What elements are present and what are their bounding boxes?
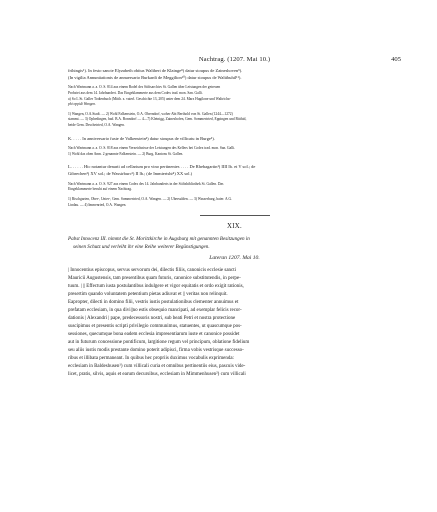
note-line: Eingeklammerte beruht auf einem Nachtrag. <box>68 187 132 192</box>
footnotes-top <box>68 112 401 129</box>
entry-line: K. . . . . In anniversario fuste de Valkenstein²) datur stoupus de villicatu in Burge³). <box>68 135 215 141</box>
text-line: Mauricii Augustensis, tam presentibus quam futuris, canonice substitutendis, in perpe- <box>68 276 241 282</box>
note-line: phi oppidi Wangen. <box>68 102 96 107</box>
note-line: Nach Wartmann a. a. O. S. 927 aus einem Codex des 14. Jahrhunderts in der Stiftsbibliothek St. Gallen. Das <box>68 181 224 186</box>
regest-line: seinen Schutz und verleiht ihr eine Reihe weiterer Begünstigungen. <box>73 243 210 250</box>
entry-line: Gibrechen²) XV sol.; de Wassirburc³) II lb.; (de Immiertshi⁴) XX sol.) <box>68 171 193 177</box>
note-line: a) So L St. Galler Todtenbuch (Mitth. z. vaterl. Geschichte 13, 205) unter dem 24. Marz Hugilone und Waltricha- <box>68 96 231 101</box>
text-line: prefatam ecclesiam, in qua divi||no estis obsequio mancipati, ad exemplar felicis recor- <box>68 308 242 314</box>
text-line: ribus et illibata permaneant. In quibus hec propriis duximus vocabulis exprimenda: <box>68 356 234 362</box>
running-title: Nachtrag. (1207. Mai 10.) <box>198 56 271 63</box>
text-line: seu aliis iustis modis prestante domino poterit adipisci, firma vobis vestrisque successo- <box>68 348 244 354</box>
text-line: Eapropter, dilecti in domino filii, vestris iustis postulationibus clementer annuimus et <box>68 300 239 306</box>
running-header <box>68 56 401 68</box>
document-text <box>68 267 401 379</box>
text-line: sessiones, quecumque bona eadem ecclesia impresentiarum iuste et canonice possidet <box>68 332 240 338</box>
entries-top <box>68 68 401 81</box>
note-line: Nach Wartmann a. a. O. S. 818 aus einem Verzeichnisse der Leistungen des Kellers bei Codex trad. mon. San. Galli. <box>68 146 236 151</box>
footnote-line: 1) Wangen, O.A.Stadt. — 2) Wohl Falkenstein, O.A. Oberndorf, woher Abt Berthold von St. Gallen (1244—1272) <box>68 111 233 116</box>
text-line: licet, pratis, silvis, aquis et earum decursibus, ecclesiam in Mimmenhusen²) cum villicali <box>68 372 246 378</box>
note-line: Probstei aus dem 14. Jahrhundert. Das Eingeklammerte aus dem Codex trad. mon. San. Galli. <box>68 91 203 95</box>
text-line: suscipimus et presentis scripti privilegio communimus, statuentes, ut quascumque pos- <box>68 324 242 330</box>
section-divider <box>200 215 270 216</box>
place-date: Lateran 1207. Mai 10. <box>209 255 260 262</box>
text-line: tuum. | || Effectum iusta postulantibus indulgere et vigor equitatis et ordo exigit rationis, <box>68 284 244 290</box>
text-line: ecclesiam in Baldeshusen¹) cum villicali curia et omnibus pertinentiis eius, pascuis vide- <box>68 364 246 370</box>
text-line: | Innocentius episcopus, servus servorum dei, dilectis filiis, canonicis ecclesie sancti <box>68 268 237 274</box>
document-number: XIX. <box>227 223 242 231</box>
text-line: presertim quando voluntatem petentium pietas adiuvat et || veritas non relinquit. <box>68 292 228 298</box>
footnote-line: Lindau. — 4) Immenried, O.A. Wangen. <box>68 202 127 207</box>
entry-line: (In vigilia Annuntiationis de annuersario Burkardi de Meggilion¹⁰) datur stoupus de Waltibuhil¹¹). <box>68 74 242 80</box>
page-number: 405 <box>391 56 401 63</box>
entry-l <box>68 164 401 208</box>
entry-line: L. . . . . . Hic notantur denarii ad cellarium pro vino pertinentes . . . . De Rhebagartin¹) IIII lb. et V sol.; de <box>68 164 256 170</box>
footnote-line: 1) Wohl das oben Anm. 2 genannte Falkenstein. — 2) Burg, Kantons St. Gallen. <box>68 151 184 156</box>
text-line: aut in futurum concessione pontificum, largitione regum vel principum, oblatione fidelium <box>68 340 250 346</box>
regest-line: Pabst Innocenz III. nimmt die St. Moritzkirche in Augsburg mit genannten Besitzungen in <box>68 236 250 243</box>
entry-line: frihingis¹). In festo sancte Elyzabeth obitus Waltheri de Klainge⁸) datur stoupus de Zaineshoven⁹). <box>68 68 243 73</box>
source-note-top <box>68 85 401 107</box>
entry-k <box>68 136 401 158</box>
footnote-line: stammt. — 3) Ophedingen, bad. B.A. Bonndorf — 4—7) Kleinigg, Zaineshofen, Gem. Sommertried, Eppingen und Bitthid, <box>68 117 247 122</box>
text-line: dationis | Alexandri | pape, predecessoris nostri, sub beati Petri et nostra protectione <box>68 316 236 322</box>
footnote-line: beide Gem. Deschetried, O.A. Wangen. <box>68 122 125 127</box>
document-regest <box>68 236 401 251</box>
note-line: Nach Wartmann a. a. O. S. 814 aus einem Rodel des Stiftsarchivs St. Gallen über Leistungen der getreuen <box>68 85 221 90</box>
footnote-line: 1) Rischgarten, Ober-, Unter-, Gem. Sommertried, O.A. Wangen. — 2) Ubersulden. — 3) Wasserburg, baier. A.G. <box>68 197 232 202</box>
